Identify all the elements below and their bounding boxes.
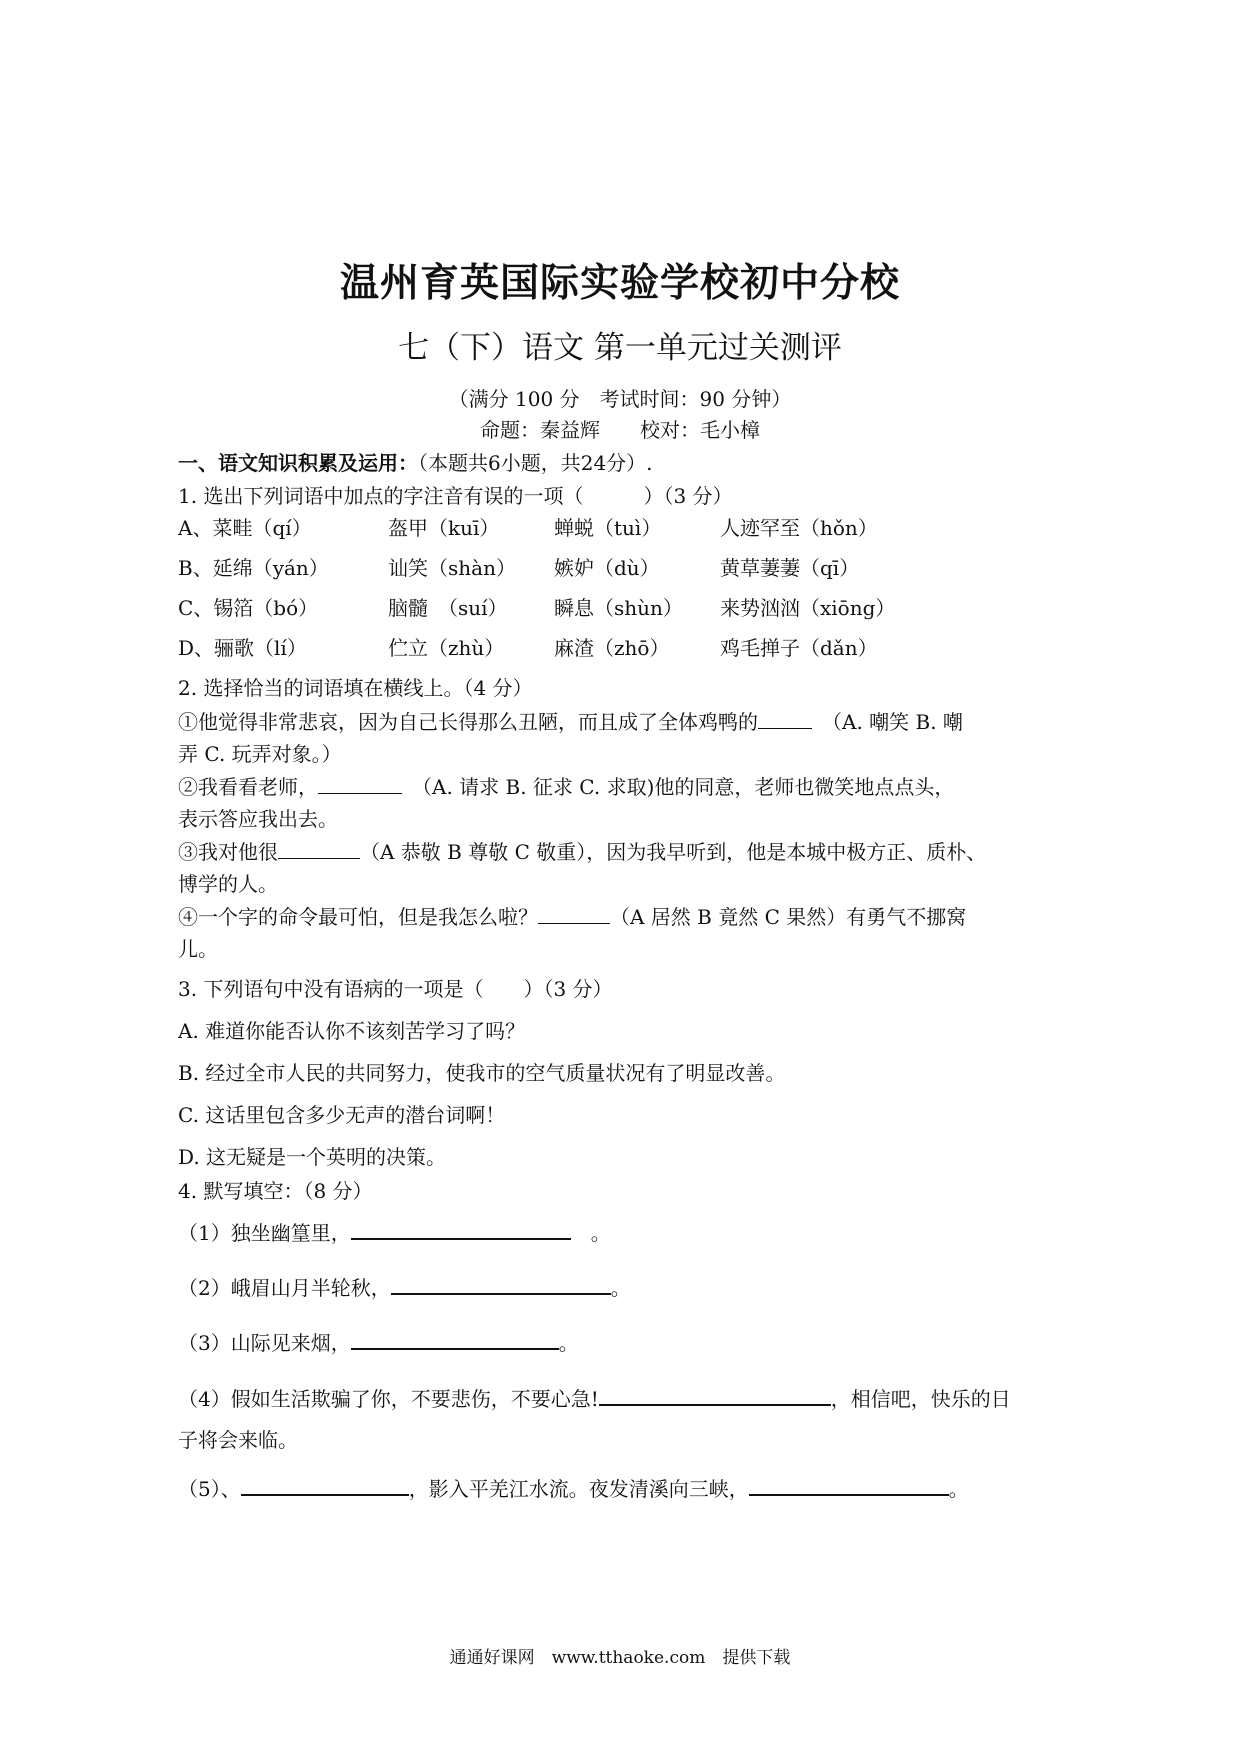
q2-item4-cont: 儿。 <box>178 937 218 961</box>
q4-line5-mid: ，影入平羌江水流。夜发清溪向三峡， <box>408 1477 749 1501</box>
q3-option-c: C. 这话里包含多少无声的潜台词啊！ <box>178 1103 506 1127</box>
q4-line1-text: （1）独坐幽篁里， <box>178 1221 351 1245</box>
q3-option-b: B. 经过全市人民的共同努力，使我市的空气质量状况有了明显改善。 <box>178 1061 786 1085</box>
q1-option-a2: 盔甲（kuī） <box>388 516 500 540</box>
q2-item3-blank[interactable] <box>278 840 360 859</box>
q1-option-a3: 蝉蜕（tuì） <box>554 516 662 540</box>
q2-item2-blank[interactable] <box>318 775 402 794</box>
q2-item1-blank[interactable] <box>758 710 812 729</box>
section-heading <box>178 447 653 476</box>
exam-title: 七（下）语文 第一单元过关测评 <box>398 330 842 366</box>
q4-line2-blank[interactable] <box>391 1275 611 1295</box>
q4-line3-blank[interactable] <box>351 1330 559 1350</box>
q4-line5-text: （5）、 <box>178 1477 241 1501</box>
q4-line2-end: 。 <box>610 1276 631 1300</box>
score-time-info: （满分 100 分 考试时间：90 分钟） <box>448 387 792 411</box>
q4-line5-blank1[interactable] <box>241 1476 409 1496</box>
q4-stem: 4. 默写填空：（8 分） <box>178 1179 373 1203</box>
q1-option-c3: 瞬息（shùn） <box>554 596 683 620</box>
q1-option-d3: 麻渣（zhō） <box>554 636 670 660</box>
q4-line3-text: （3）山际见来烟， <box>178 1331 351 1355</box>
q4-line1-end: 。 <box>590 1221 611 1245</box>
footer-source: 通通好课网 www.tthaoke.com 提供下载 <box>449 1648 791 1668</box>
q1-option-a1: A、菜畦（qí） <box>178 516 312 540</box>
q2-item4-blank[interactable] <box>538 905 610 924</box>
q3-stem: 3. 下列语句中没有语病的一项是（ ）（3 分） <box>178 977 613 1001</box>
q2-item1-cont: 弄 C. 玩弄对象。） <box>178 742 342 766</box>
q4-line2 <box>178 1272 631 1301</box>
q2-item3-cont: 博学的人。 <box>178 872 278 896</box>
q4-line5-end: 。 <box>948 1477 969 1501</box>
section-note: （本题共6小题，共24分）. <box>418 451 653 475</box>
q1-stem: 1. 选出下列词语中加点的字注音有误的一项（ ）（3 分） <box>178 484 733 508</box>
q3-option-a: A. 难道你能否认你不该刻苦学习了吗？ <box>178 1019 526 1043</box>
q1-option-d1: D、骊歌（lí） <box>178 636 307 660</box>
q2-item4-text: ④一个字的命令最可怕，但是我怎么啦？ <box>178 905 538 929</box>
q2-item4-choices: （A 居然 B 竟然 C 果然）有勇气不挪窝 <box>610 905 967 929</box>
q4-line3-end: 。 <box>558 1331 579 1355</box>
q1-option-a4: 人迹罕至（hǒn） <box>720 516 878 540</box>
q1-option-b1: B、延绵（yán） <box>178 556 329 580</box>
q1-option-b4: 黄草萋萋（qī） <box>720 556 860 580</box>
school-title: 温州育英国际实验学校初中分校 <box>339 261 900 306</box>
authors-info: 命题：秦益辉 校对：毛小樟 <box>480 418 760 442</box>
q4-line4-mid: ，相信吧，快乐的日 <box>830 1387 1011 1411</box>
q2-item2 <box>178 771 954 800</box>
q4-line1-blank[interactable] <box>351 1220 571 1240</box>
q2-item3 <box>178 836 986 865</box>
q4-line1 <box>178 1217 611 1246</box>
q4-line4 <box>178 1383 1011 1412</box>
q2-item2-text: ②我看看老师， <box>178 775 318 799</box>
q1-option-d2: 伫立（zhù） <box>388 636 505 660</box>
q1-option-c2: 脑髓 （suí） <box>388 596 508 620</box>
q2-item1 <box>178 706 963 735</box>
q1-option-b3: 嫉妒（dù） <box>554 556 660 580</box>
q4-line4-text: （4）假如生活欺骗了你，不要悲伤，不要心急! <box>178 1387 599 1411</box>
q2-item2-choices: （A. 请求 B. 征求 C. 求取)他的同意，老师也微笑地点点头， <box>422 775 955 799</box>
q1-option-c1: C、锡箔（bó） <box>178 596 319 620</box>
q3-option-d: D. 这无疑是一个英明的决策。 <box>178 1145 447 1169</box>
section-title: 一、语文知识积累及运用： <box>178 451 418 475</box>
q4-line5-blank2[interactable] <box>749 1476 949 1496</box>
q2-item1-text: ①他觉得非常悲哀，因为自己长得那么丑陋，而且成了全体鸡鸭的 <box>178 710 758 734</box>
q2-item3-text: ③我对他很 <box>178 840 278 864</box>
q4-line2-text: （2）峨眉山月半轮秋， <box>178 1276 391 1300</box>
q2-item1-choices: （A. 嘲笑 B. 嘲 <box>832 710 963 734</box>
q1-option-b2: 讪笑（shàn） <box>388 556 516 580</box>
q1-option-d4: 鸡毛掸子（dǎn） <box>720 636 878 660</box>
q4-line5 <box>178 1473 969 1502</box>
q2-item4 <box>178 901 966 930</box>
q1-option-c4: 来势汹汹（xiōng） <box>720 596 896 620</box>
q2-item3-choices: （A 恭敬 B 尊敬 C 敬重），因为我早听到，他是本城中极方正、质朴、 <box>360 840 987 864</box>
q4-line4-blank[interactable] <box>599 1386 831 1406</box>
q2-item2-cont: 表示答应我出去。 <box>178 807 338 831</box>
q2-stem: 2. 选择恰当的词语填在横线上。（4 分） <box>178 676 533 700</box>
q4-line4-cont: 子将会来临。 <box>178 1428 298 1452</box>
q4-line3 <box>178 1327 579 1356</box>
